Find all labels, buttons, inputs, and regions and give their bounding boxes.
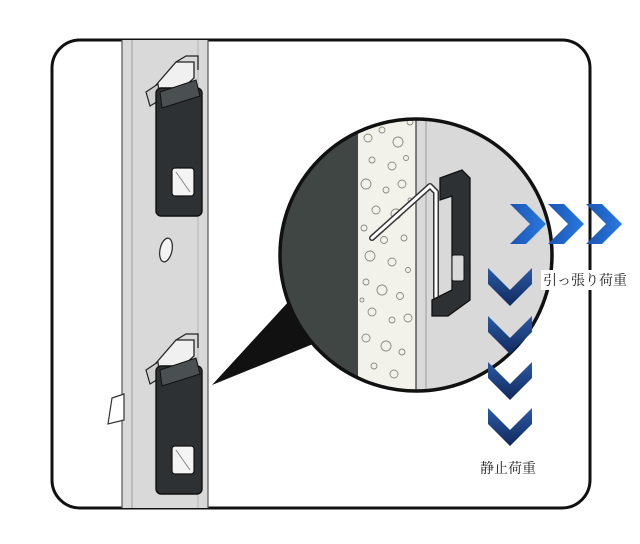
static-load-label: 静止荷重	[478, 458, 538, 478]
pull-load-label: 引っ張り荷重	[541, 270, 629, 290]
